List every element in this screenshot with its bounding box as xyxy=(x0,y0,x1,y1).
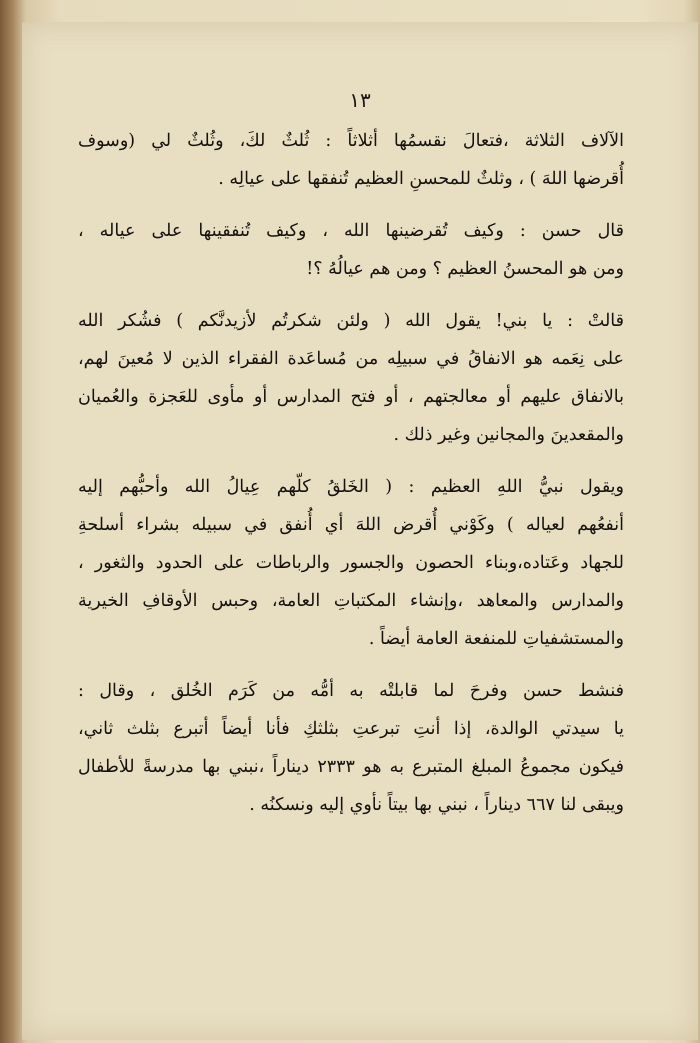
text-line: والمقعدينَ والمجانين وغير ذلك . xyxy=(393,425,624,445)
book-page xyxy=(22,22,698,1040)
text-line: ومن هو المحسنُ العظيم ؟ ومن هم عيالُهُ ؟! xyxy=(306,259,624,279)
paragraph-5 xyxy=(78,672,646,824)
paragraph-3 xyxy=(78,302,646,454)
paragraph-4 xyxy=(78,468,646,658)
text-line: ويبقى لنا ٦٦٧ ديناراً ، نبني بها بيتاً نأوي إليه ونسكنُه . xyxy=(249,795,624,815)
text-line: على نِعَمه هو الانفاقُ في سبيلِه من مُساعَدة الفقراء الذين لا مُعينَ لهم، xyxy=(78,349,624,369)
text-line: والمدارس والمعاهد ،وإنشاء المكتباتِ العامة، وحبس الأوقافِ الخيرية xyxy=(78,591,624,611)
text-line: أنفعُهم لعياله ) وكَوْني أُقرض اللهَ أي أُنفق في سبيله بشراء أسلحةِ xyxy=(78,515,624,535)
body-text xyxy=(78,122,646,838)
text-line: الآلاف الثلاثة ،فتعالَ نقسمُها أثلاثاً : ثُلثٌ لكَ، وثُلثٌ لي (وسوف xyxy=(78,131,624,151)
text-line: والمستشفياتِ للمنفعة العامة أيضاً . xyxy=(368,629,624,649)
paragraph-2 xyxy=(78,212,646,288)
paragraph-1 xyxy=(78,122,646,198)
text-line: ويقول نبيُّ اللهِ العظيم : ( الخَلقُ كلّهم عِيالُ الله وأحبُّهم إليه xyxy=(78,477,624,497)
text-line: أُقرضها اللهَ ) ، وثلثٌ للمحسنِ العظيم تُنفقها على عيالِه . xyxy=(218,169,624,189)
text-line: بالانفاق عليهم أو معالجتهم ، أو فتح المدارس أو مأوى للعَجزة والعُميان xyxy=(78,387,624,407)
text-line: فيكون مجموعُ المبلغ المتبرع به هو ٢٣٣٣ ديناراً ،نبني بها مدرسةً للأطفال xyxy=(78,757,624,777)
page-number: ١٣ xyxy=(349,88,371,112)
text-line: فنشط حسن وفرحَ لما قابلتْه به أمُّه من كَرَم الخُلق ، وقال : xyxy=(78,681,624,701)
text-line: قالتْ : يا بني! يقول الله ( ولئن شكرتُم لأزيدنَّكم ) فشُكر الله xyxy=(78,311,624,331)
text-line: للجهاد وعَتاده،وبناء الحصون والجسور والرباطات على الحدود والثغور ، xyxy=(78,553,624,573)
text-line: قال حسن : وكيف تُقرضينها الله ، وكيف تُنفقينها على عياله ، xyxy=(78,221,624,241)
text-line: يا سيدتي الوالدة، إذا أنتِ تبرعتِ بثلثكِ فأنا أيضاً أتبرع بثلث ثاني، xyxy=(78,719,624,739)
